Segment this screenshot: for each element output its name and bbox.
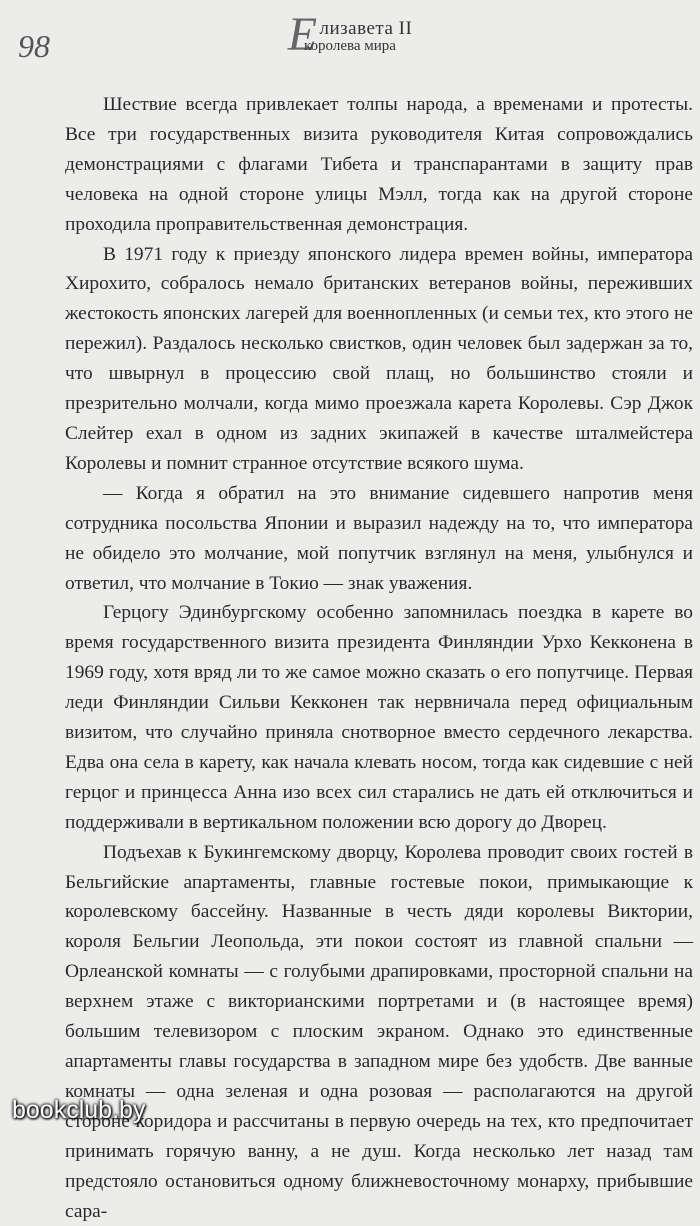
paragraph-5: Подъехав к Букингемскому дворцу, Королева проводит своих гостей в Бельгийские апартаменты, главные гостевые покои, примыкающие к королевскому бассейну. Названные в честь дяди королевы Виктории, короля Бельгии Леопольда, эти покои состоят из главной спальни — Орлеанской комнаты — с голубыми драпировками, просторной спальни на верхнем этаже с викторианскими портретами и (в настоящее время) большим телевизором с плоским экраном. Однако это единственные апартаменты главы государства в западном мире без удобств. Две ванные комнаты — одна зеленая и одна розовая — располагаются на другой стороне коридора и рассчитаны в первую очередь на тех, кто предпочитает принимать горячую ванну, а не душ. Когда несколько лет назад там предстояло остановиться одному ближневосточному монарху, прибывшие сара-: [65, 841, 693, 1222]
paragraph-1: Шествие всегда привлекает толпы народа, а временами и протесты. Все три государственных визита руководителя Китая сопровождались демонстрациями с флагами Тибета и транспарантами в защиту прав человека на одной стороне улицы Мэлл, тогда как на другой стороне проходила проправительственная демонстрация.: [65, 94, 693, 235]
body-text: [65, 90, 693, 1226]
paragraph-2: В 1971 году к приезду японского лидера времен войны, императора Хирохито, собралось немало британских ветеранов войны, переживших жестокость японских лагерей для военнопленных (и семьи тех, кто этого не пережил). Раздалось несколько свистков, один человек был задержан за то, что швырнул в процессию свой плащ, но большинство стояли и презрительно молчали, когда мимо проезжала карета Королевы. Сэр Джок Слейтер ехал в одном из задних экипажей в качестве шталмейстера Королевы и помнит странное отсутствие всякого шума.: [65, 243, 693, 474]
paragraph-3: — Когда я обратил на это внимание сидевшего напротив меня сотрудника посольства Японии и выразил надежду на то, что императора не обидело это молчание, мой попутчик взглянул на меня, улыбнулся и ответил, что молчание в Токио — знак уважения.: [65, 482, 693, 594]
running-head-subtitle: королева мира: [304, 38, 396, 54]
watermark: bookclub.by: [12, 1096, 146, 1124]
running-head-title: лизавета II: [319, 18, 413, 39]
running-head: [0, 8, 700, 61]
page-number: 98: [18, 28, 50, 64]
paragraph-4: Герцогу Эдинбургскому особенно запомнилась поездка в карете во время государственного визита президента Финляндии Урхо Кекконена в 1969 году, хотя вряд ли то же самое можно сказать о его попутчице. Первая леди Финляндии Сильви Кекконен так нервничала перед официальным визитом, что случайно приняла снотворное вместо сердечного лекарства. Едва она села в карету, как начала клевать носом, тогда как сидевшие с ней герцог и принцесса Анна изо всех сил старались не дать ей отключиться и поддерживали в вертикальном положении всю дорогу до Дворец.: [65, 602, 693, 833]
running-head-initial: Е: [287, 8, 318, 61]
